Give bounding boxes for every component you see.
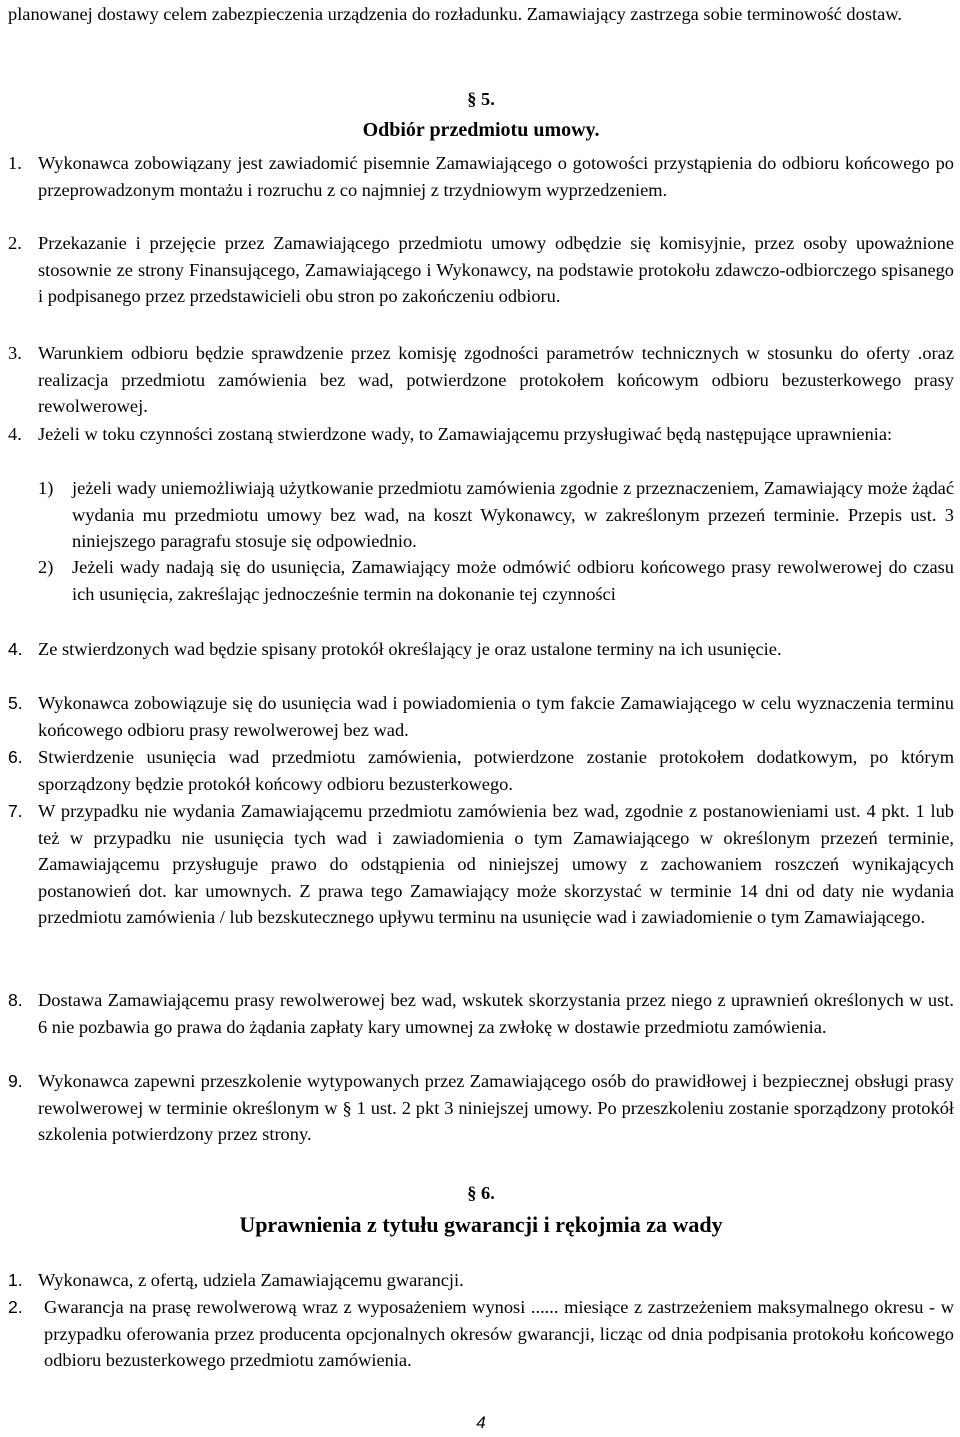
item-number: 5.: [8, 693, 23, 713]
item-number: 9.: [8, 1071, 23, 1091]
sub-item-number: 1): [38, 478, 54, 498]
item-text: Jeżeli w toku czynności zostaną stwierdzone wady, to Zamawiającemu przysługiwać będą następujące uprawnienia:: [38, 424, 893, 444]
item-text: Wykonawca zobowiązuje się do usunięcia wad i powiadomienia o tym fakcie Zamawiającego w celu wyznaczenia terminu końcowego odbioru prasy rewolwerowej bez wad.: [38, 693, 954, 740]
item-text: Stwierdzenie usunięcia wad przedmiotu zamówienia, potwierdzone zostanie protokołem dodatkowym, po którym sporządzony będzie protokół końcowy odbioru bezusterkowego.: [38, 747, 954, 794]
item-number: 8.: [8, 990, 23, 1010]
item-text: W przypadku nie wydania Zamawiającemu przedmiotu zamówienia bez wad, zgodnie z postanowieniami ust. 4 pkt. 1 lub też w przypadku nie usunięcia tych wad i zawiadomienia o tym Zamawiającego w określonym przezeń terminie, Zamawiającemu przysługuje prawo do odstąpienia od niniejszej umowy z zachowaniem roszczeń wynikających postanowień dot. kar umownych. Z prawa tego Zamawiający może skorzystać w terminie 14 dni od daty nie wydania przedmiotu zamówienia / lub bezskutecznego upływu terminu na usunięcie wad i zawiadomienie o tym Zamawiającego.: [38, 801, 954, 928]
item-number: 6.: [8, 747, 23, 767]
intro-paragraph: planowanej dostawy celem zabezpieczenia urządzenia do rozładunku. Zamawiający zastrzega sobie terminowość dostaw.: [8, 4, 902, 24]
section-5-number: § 5.: [467, 89, 495, 109]
item-number: 2.: [8, 1297, 23, 1317]
item-number: 1.: [8, 153, 22, 173]
item-number: 1.: [8, 1270, 23, 1290]
item-text: Przekazanie i przejęcie przez Zamawiającego przedmiotu umowy odbędzie się komisyjnie, przez osoby upoważnione stosownie ze strony Finansującego, Zamawiającego i Wykonawcy, na podstawie protokołu zdawczo-odbiorczego spisanego i podpisanego przez przedstawicieli obu stron po zakończeniu odbioru.: [38, 233, 954, 307]
item-text: Ze stwierdzonych wad będzie spisany protokół określający je oraz ustalone terminy na ich usunięcie.: [38, 639, 782, 659]
item-number: 2.: [8, 233, 22, 253]
section-6-number: § 6.: [467, 1183, 495, 1203]
item-number: 3.: [8, 343, 22, 363]
item-number: 4.: [8, 424, 22, 444]
sub-item-text: jeżeli wady uniemożliwiają użytkowanie przedmiotu zamówienia zgodnie z przeznaczeniem, Zamawiający może żądać wydania mu przedmiotu umowy bez wad, na koszt Wykonawcy, w zakreślonym przezeń terminie. Przepis ust. 3 niniejszego paragrafu stosuje się odpowiednio.: [72, 478, 954, 552]
item-text: Dostawa Zamawiającemu prasy rewolwerowej bez wad, wskutek skorzystania przez niego z uprawnień określonych w ust. 6 nie pozbawia go prawa do żądania zapłaty kary umownej za zwłokę w dostawie przedmiotu zamówienia.: [38, 990, 954, 1037]
item-text: Wykonawca zobowiązany jest zawiadomić pisemnie Zamawiającego o gotowości przystąpienia do odbioru końcowego po przeprowadzonym montażu i rozruchu z co najmniej z trzydniowym wyprzedzeniem.: [38, 153, 954, 200]
page-number: 4: [476, 1413, 486, 1432]
item-text: Wykonawca, z ofertą, udziela Zamawiającemu gwarancji.: [38, 1270, 464, 1290]
sub-item-text: Jeżeli wady nadają się do usunięcia, Zamawiający może odmówić odbioru końcowego prasy rewolwerowej do czasu ich usunięcia, zakreślając jednocześnie termin na dokonanie tej czynności: [72, 557, 954, 604]
item-text: Gwarancja na prasę rewolwerową wraz z wyposażeniem wynosi ...... miesiące z zastrzeżeniem maksymalnego okresu - w przypadku oferowania przez producenta opcjonalnych okresów gwarancji, licząc od dnia podpisania protokołu końcowego odbioru bezusterkowego przedmiotu zamówienia.: [44, 1297, 954, 1371]
item-text: Wykonawca zapewni przeszkolenie wytypowanych przez Zamawiającego osób do prawidłowej i bezpiecznej obsługi prasy rewolwerowej w terminie określonym w § 1 ust. 2 pkt 3 niniejszej umowy. Po przeszkoleniu zostanie sporządzony protokół szkolenia potwierdzony przez strony.: [38, 1071, 954, 1145]
item-text: Warunkiem odbioru będzie sprawdzenie przez komisję zgodności parametrów technicznych w stosunku do oferty .oraz realizacja przedmiotu zamówienia bez wad, potwierdzone protokołem końcowym odbioru bezusterkowego prasy rewolwerowej.: [38, 343, 954, 417]
sub-item-number: 2): [38, 557, 54, 577]
item-number: 4.: [8, 639, 23, 659]
item-number: 7.: [8, 801, 23, 821]
section-5-title: Odbiór przedmiotu umowy.: [362, 119, 600, 141]
section-6-title: Uprawnienia z tytułu gwarancji i rękojmia za wady: [239, 1212, 723, 1237]
